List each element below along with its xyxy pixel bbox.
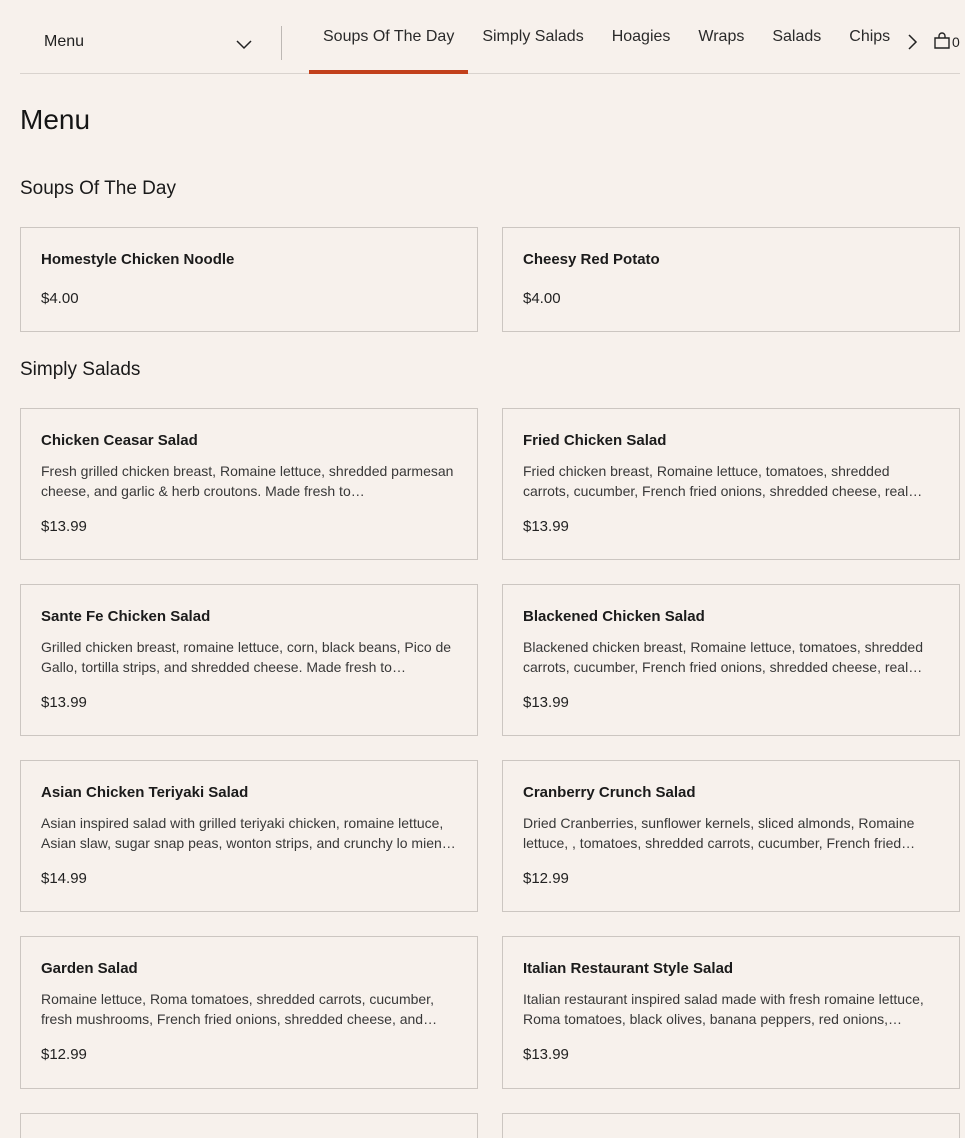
section-title-simply-salads: Simply Salads [20,359,141,380]
tab-salads[interactable]: Salads [772,27,822,45]
menu-item-card[interactable] [20,227,478,332]
item-price: $14.99 [41,870,87,887]
top-navigation [20,0,960,74]
tab-chips[interactable]: Chips [849,27,891,45]
item-description: Fresh grilled chicken breast, Romaine lettuce, shredded parmesan cheese, and garlic & herb croutons. Made fresh to… [41,463,454,499]
item-price: $13.99 [523,518,569,535]
item-description: Italian restaurant inspired salad made with fresh romaine lettuce, Roma tomatoes, black olives, banana peppers, red onions,… [523,991,924,1027]
item-price: $4.00 [41,290,79,307]
item-description: Fried chicken breast, Romaine lettuce, tomatoes, shredded carrots, cucumber, French fried onions, shredded cheese, real… [523,463,923,499]
item-name: Fried Chicken Salad [523,432,667,449]
item-name: Blackened Chicken Salad [523,608,705,625]
menu-item-card[interactable] [20,408,478,560]
menu-item-card[interactable] [502,227,960,332]
menu-dropdown-label: Menu [44,33,85,50]
item-name: Cheesy Red Potato [523,251,660,268]
tab-wraps[interactable]: Wraps [698,27,745,45]
tab-soups-of-the-day[interactable]: Soups Of The Day [309,0,468,73]
item-description: Grilled chicken breast, romaine lettuce, corn, black beans, Pico de Gallo, tortilla strips, and shredded cheese. Made fresh to… [41,639,452,675]
menu-item-card[interactable] [20,1113,478,1138]
shopping-bag-icon [933,32,951,50]
item-description: Asian inspired salad with grilled teriyaki chicken, romaine lettuce, Asian slaw, sugar snap peas, wonton strips, and crunchy lo mien… [41,815,456,851]
menu-item-card[interactable] [20,584,478,736]
chevron-down-icon [235,35,253,53]
item-description: Blackened chicken breast, Romaine lettuce, tomatoes, shredded carrots, cucumber, French fried onions, shredded cheese, real… [523,639,924,675]
page-title: Menu [20,104,91,135]
item-price: $13.99 [41,518,87,535]
tab-hoagies[interactable]: Hoagies [611,27,671,45]
item-description: Dried Cranberries, sunflower kernels, sliced almonds, Romaine lettuce, , tomatoes, shredded carrots, cucumber, French fried… [523,815,916,851]
item-name: Homestyle Chicken Noodle [41,251,235,268]
menu-item-card[interactable] [502,408,960,560]
item-description: Romaine lettuce, Roma tomatoes, shredded carrots, cucumber, fresh mushrooms, French fried onions, shredded cheese, and… [41,991,438,1027]
chevron-right-icon[interactable] [905,33,921,51]
cart-button[interactable] [933,32,963,52]
menu-item-card[interactable] [20,936,478,1089]
tab-simply-salads[interactable]: Simply Salads [482,27,584,45]
menu-item-card[interactable] [502,936,960,1089]
item-price: $12.99 [523,870,569,887]
item-price: $13.99 [41,694,87,711]
item-price: $13.99 [523,694,569,711]
item-name: Italian Restaurant Style Salad [523,960,734,977]
menu-item-card[interactable] [20,760,478,912]
item-price: $13.99 [523,1046,569,1063]
item-name: Chicken Ceasar Salad [41,432,198,449]
item-name: Asian Chicken Teriyaki Salad [41,784,249,801]
item-price: $12.99 [41,1046,87,1063]
menu-item-card[interactable] [502,1113,960,1138]
item-name: Sante Fe Chicken Salad [41,608,211,625]
item-name: Cranberry Crunch Salad [523,784,696,801]
menu-dropdown[interactable] [20,26,282,60]
menu-item-card[interactable] [502,584,960,736]
cart-count: 0 [952,34,960,50]
section-title-soups: Soups Of The Day [20,178,176,199]
item-name: Garden Salad [41,960,138,977]
item-price: $4.00 [523,290,561,307]
category-tabs [309,0,904,73]
menu-item-card[interactable] [502,760,960,912]
